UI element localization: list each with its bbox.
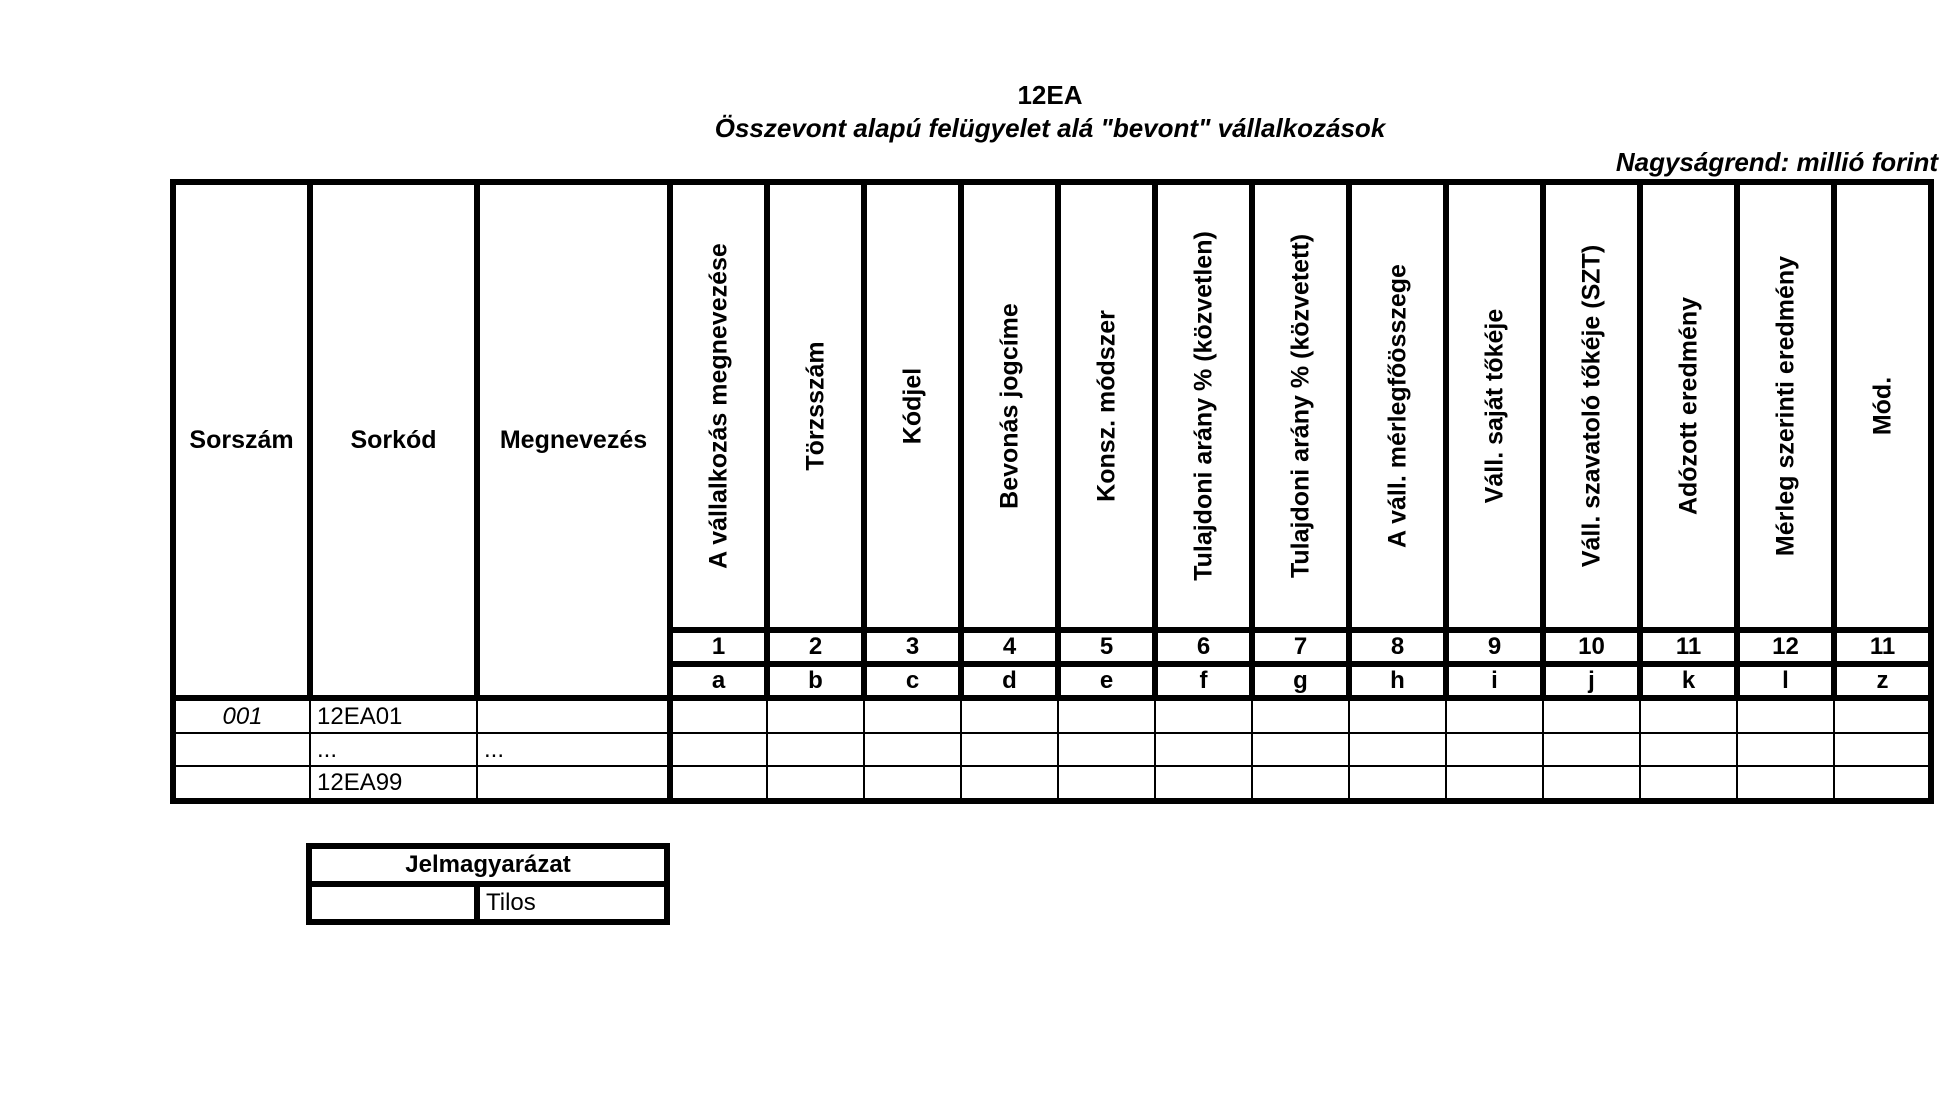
column-header-label: Konsz. módszer [1092,310,1120,502]
column-letter: c [864,664,961,698]
data-cell [767,733,864,766]
column-header-3 [864,182,961,630]
data-cell [670,766,767,801]
column-letter: l [1737,664,1834,698]
data-cell [1543,698,1640,733]
sorszam-cell [173,733,310,766]
sorkod-cell: 12EA99 [310,766,477,801]
data-cell [1349,733,1446,766]
data-cell [1834,766,1931,801]
column-header-5 [1058,182,1155,630]
column-letter: k [1640,664,1737,698]
column-header-label: Adózott eredmény [1674,296,1702,516]
header-megnevezes: Megnevezés [477,182,670,698]
column-number: 1 [670,630,767,664]
unit-label: Nagyságrend: millió forint [1615,147,1938,177]
column-number: 10 [1543,630,1640,664]
column-letter: d [961,664,1058,698]
data-cell [1640,698,1737,733]
column-header-9 [1446,182,1543,630]
data-cell [1446,733,1543,766]
column-header-10 [1543,182,1640,630]
column-header-4 [961,182,1058,630]
data-cell [1058,733,1155,766]
column-letter: a [670,664,767,698]
column-number: 7 [1252,630,1349,664]
column-header-label: Mód. [1868,376,1896,436]
data-cell [1252,766,1349,801]
column-number: 2 [767,630,864,664]
column-number: 5 [1058,630,1155,664]
column-number: 12 [1737,630,1834,664]
data-cell [1834,698,1931,733]
column-header-label: Váll. szavatoló tőkéje (SZT) [1577,244,1605,568]
sorszam-cell: 001 [173,698,310,733]
column-letter: g [1252,664,1349,698]
column-number: 4 [961,630,1058,664]
column-letter: e [1058,664,1155,698]
data-cell [1252,698,1349,733]
header-row [173,182,1931,630]
column-header-label: Kódjel [898,367,926,445]
data-cell [961,733,1058,766]
header-sorkod: Sorkód [310,182,477,698]
table-row [173,733,1931,766]
column-number: 8 [1349,630,1446,664]
data-cell [961,698,1058,733]
column-number: 9 [1446,630,1543,664]
sorkod-cell: ... [310,733,477,766]
legend-table [306,843,670,925]
column-letter: z [1834,664,1931,698]
megnevezes-cell [477,698,670,733]
document-title: Összevont alapú felügyelet alá "bevont" vállalkozások [714,113,1386,143]
legend-item-label: Tilos [477,884,667,922]
document-code: 12EA [1017,80,1083,110]
megnevezes-cell [477,766,670,801]
table-row [173,698,1931,733]
column-header-label: Tulajdoni arány % (közvetlen) [1189,231,1217,581]
data-cell [1155,766,1252,801]
data-cell [767,766,864,801]
column-number: 6 [1155,630,1252,664]
data-cell [864,733,961,766]
data-table [170,179,1934,804]
data-cell [1640,733,1737,766]
legend-swatch [309,884,477,922]
data-cell [864,766,961,801]
data-cell [1640,766,1737,801]
column-header-12 [1737,182,1834,630]
column-number: 11 [1640,630,1737,664]
column-header-8 [1349,182,1446,630]
column-letter: b [767,664,864,698]
data-cell [1446,766,1543,801]
column-header-7 [1252,182,1349,630]
data-cell [670,733,767,766]
column-header-label: Tulajdoni arány % (közvetett) [1286,233,1314,579]
data-cell [1737,766,1834,801]
data-cell [1737,698,1834,733]
sorkod-cell: 12EA01 [310,698,477,733]
sorszam-cell [173,766,310,801]
data-cell [1058,766,1155,801]
column-letter: f [1155,664,1252,698]
column-header-13 [1834,182,1931,630]
column-header-11 [1640,182,1737,630]
header-sorszam: Sorszám [173,182,310,698]
data-cell [1737,733,1834,766]
data-cell [670,698,767,733]
column-header-label: Bevonás jogcíme [995,303,1023,509]
table-row [173,766,1931,801]
data-cell [1543,733,1640,766]
data-cell [1446,698,1543,733]
data-cell [1834,733,1931,766]
data-cell [1058,698,1155,733]
data-cell [767,698,864,733]
data-cell [1155,733,1252,766]
column-letter: j [1543,664,1640,698]
column-number: 3 [864,630,961,664]
legend-title: Jelmagyarázat [309,846,667,884]
data-cell [1349,698,1446,733]
column-header-label: Törzsszám [801,341,829,471]
column-letter: h [1349,664,1446,698]
data-cell [1349,766,1446,801]
column-header-label: Mérleg szerinti eredmény [1771,255,1799,557]
megnevezes-cell: ... [477,733,670,766]
column-letter: i [1446,664,1543,698]
column-header-1 [670,182,767,630]
column-header-label: Váll. saját tőkéje [1480,308,1508,504]
data-cell [1543,766,1640,801]
column-header-label: A váll. mérlegfőösszege [1383,264,1411,548]
column-header-6 [1155,182,1252,630]
data-cell [1155,698,1252,733]
data-cell [864,698,961,733]
column-header-label: A vállalkozás megnevezése [704,243,732,569]
data-cell [961,766,1058,801]
column-header-2 [767,182,864,630]
data-cell [1252,733,1349,766]
column-number: 11 [1834,630,1931,664]
